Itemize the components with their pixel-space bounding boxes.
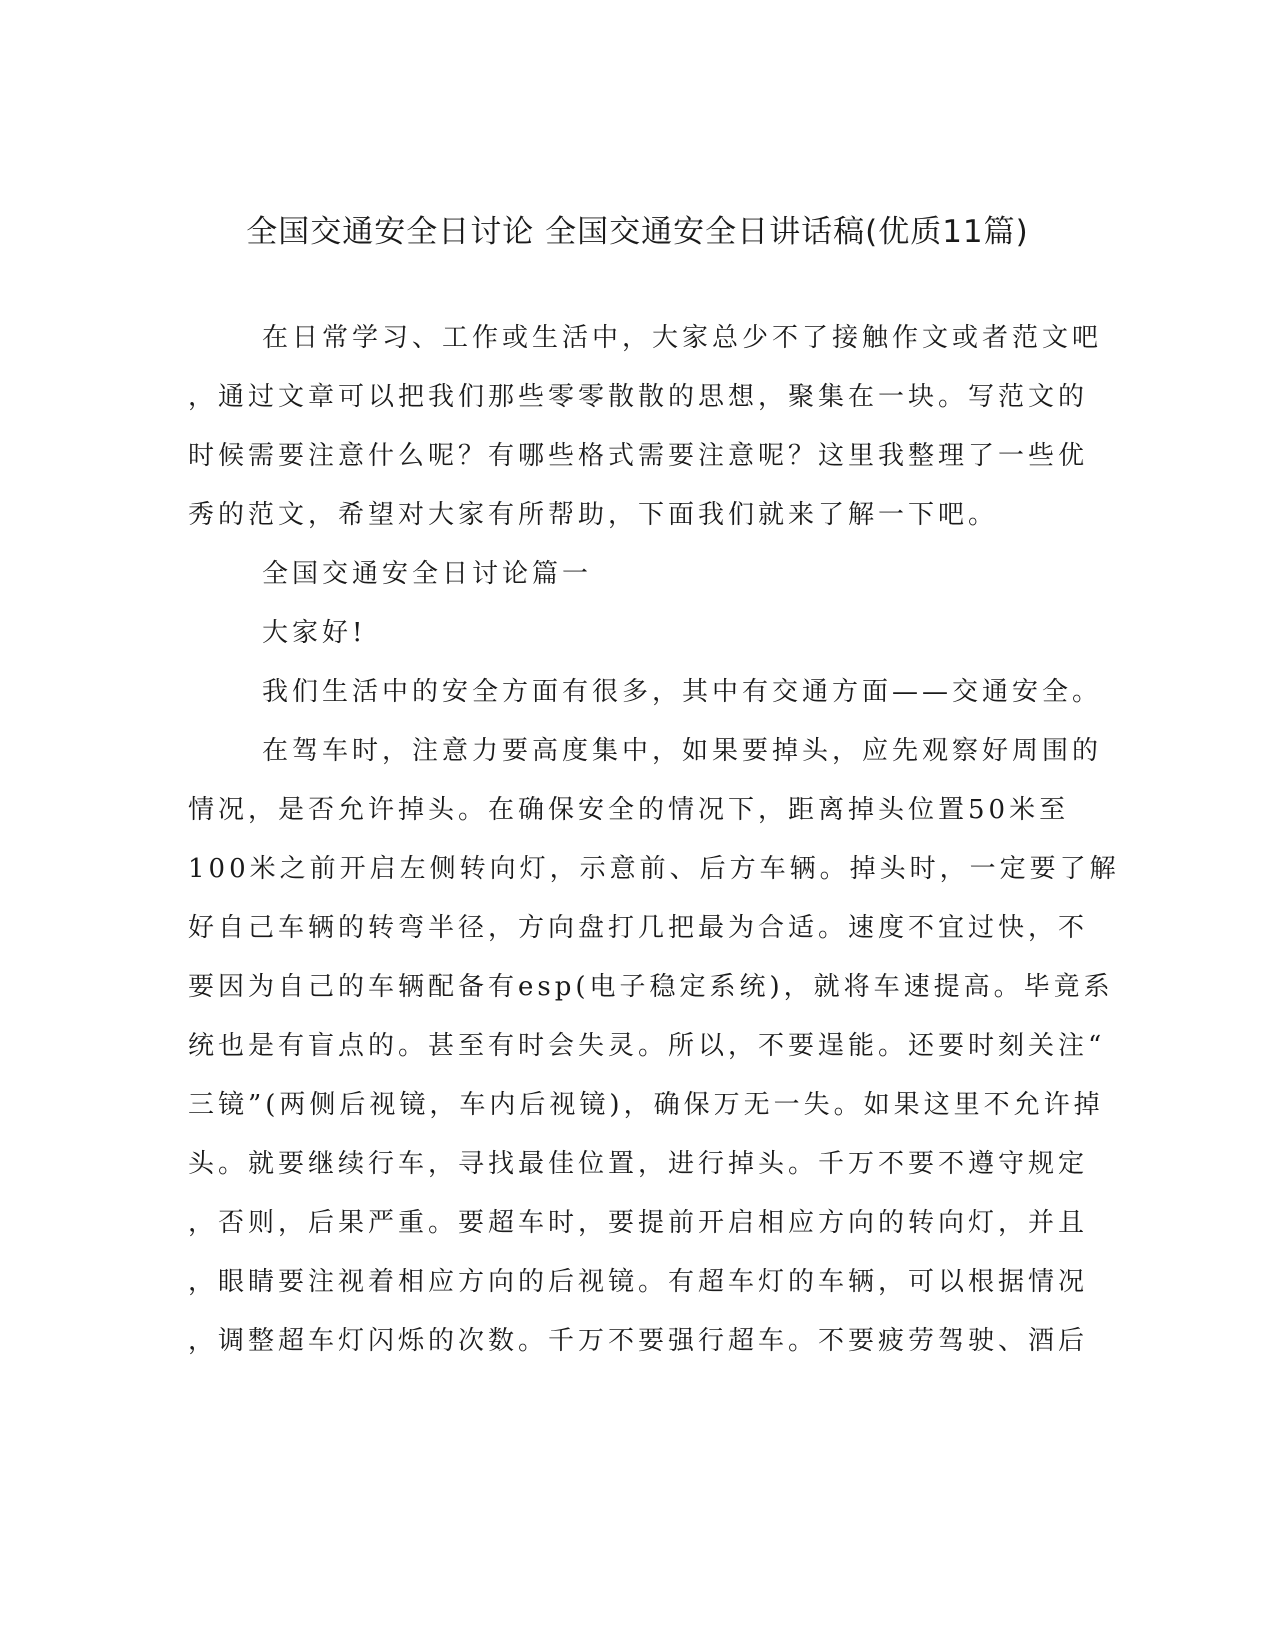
paragraph-line: 好自己车辆的转弯半径，方向盘打几把最为合适。速度不宜过快，不 bbox=[188, 913, 1089, 943]
greeting: 大家好! bbox=[262, 618, 367, 648]
paragraph-line: ，眼睛要注视着相应方向的后视镜。有超车灯的车辆，可以根据情况 bbox=[188, 1267, 1089, 1297]
paragraph-line: 情况，是否允许掉头。在确保安全的情况下，距离掉头位置50米至 bbox=[188, 795, 1070, 825]
paragraph-line: ，通过文章可以把我们那些零零散散的思想，聚集在一块。写范文的 bbox=[188, 382, 1089, 412]
document-title: 全国交通安全日讨论 全国交通安全日讲话稿(优质11篇) bbox=[246, 214, 1029, 250]
paragraph-line: 三镜”(两侧后视镜，车内后视镜)，确保万无一失。如果这里不允许掉 bbox=[188, 1090, 1104, 1120]
section-heading: 全国交通安全日讨论篇一 bbox=[262, 559, 593, 589]
paragraph-line: ，否则，后果严重。要超车时，要提前开启相应方向的转向灯，并且 bbox=[188, 1208, 1089, 1238]
paragraph-line: 秀的范文，希望对大家有所帮助，下面我们就来了解一下吧。 bbox=[188, 500, 999, 530]
paragraph-line: 在驾车时，注意力要高度集中，如果要掉头，应先观察好周围的 bbox=[262, 736, 1103, 766]
paragraph-line: 时候需要注意什么呢？有哪些格式需要注意呢？这里我整理了一些优 bbox=[188, 441, 1089, 471]
paragraph-line: 要因为自己的车辆配备有esp(电子稳定系统)，就将车速提高。毕竟系 bbox=[188, 972, 1114, 1002]
paragraph-line: 在日常学习、工作或生活中，大家总少不了接触作文或者范文吧 bbox=[262, 323, 1103, 353]
paragraph-line: 统也是有盲点的。甚至有时会失灵。所以，不要逞能。还要时刻关注“ bbox=[188, 1031, 1106, 1061]
paragraph-line: 我们生活中的安全方面有很多，其中有交通方面——交通安全。 bbox=[262, 677, 1103, 707]
paragraph-line: ，调整超车灯闪烁的次数。千万不要强行超车。不要疲劳驾驶、酒后 bbox=[188, 1326, 1089, 1356]
paragraph-line: 头。就要继续行车，寻找最佳位置，进行掉头。千万不要不遵守规定 bbox=[188, 1149, 1089, 1179]
paragraph-line: 100米之前开启左侧转向灯，示意前、后方车辆。掉头时，一定要了解 bbox=[188, 854, 1120, 884]
